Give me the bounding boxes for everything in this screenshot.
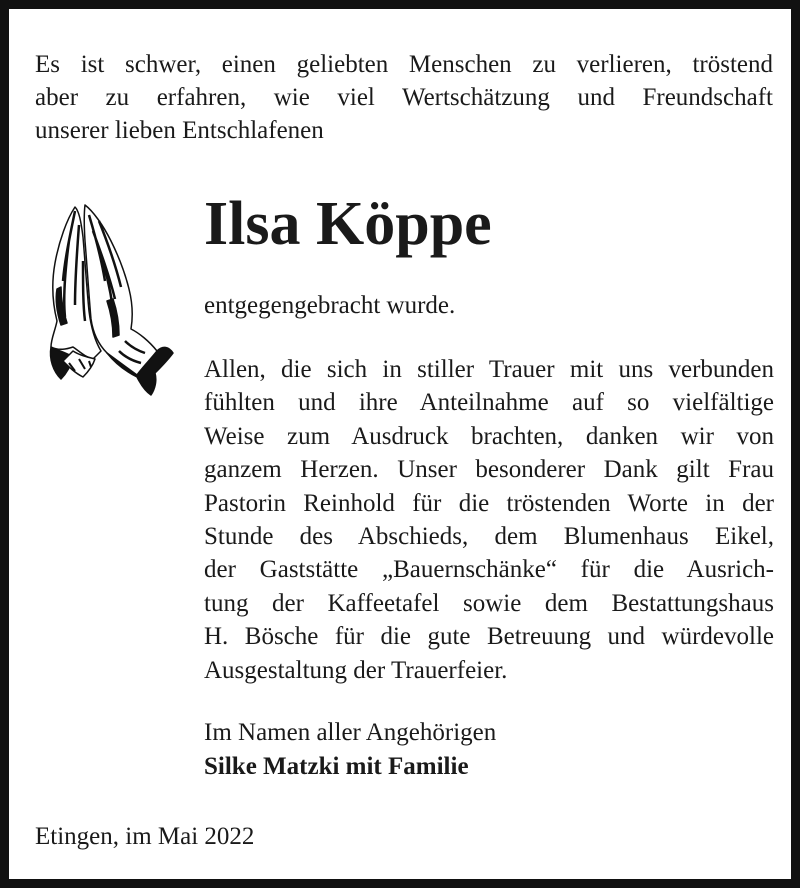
signature-name: Silke Matzki mit Familie: [204, 753, 469, 780]
thanks-line: Ausgestaltung der Trauerfeier.: [204, 656, 508, 684]
thanks-line: der Gaststätte „Bauernschänke“ für die Ausrich-: [204, 556, 774, 584]
thanks-text: [204, 353, 774, 687]
thanks-line: Stunde des Abschieds, dem Blumenhaus Eikel,: [204, 523, 774, 551]
thanks-line: H. Bösche für die gute Betreuung und würdevolle: [204, 623, 774, 651]
received-text: entgegengebracht wurde.: [204, 292, 456, 319]
signature-line: Im Namen aller Angehörigen: [204, 719, 497, 746]
thanks-line: tung der Kaffeetafel sowie dem Bestattungshaus: [204, 589, 774, 617]
thanks-line: Allen, die sich in stiller Trauer mit uns verbunden: [204, 356, 774, 383]
intro-line: aber zu erfahren, wie viel Wertschätzung und Freundschaft: [35, 84, 773, 111]
thanks-line: Weise zum Ausdruck brachten, danken wir von: [204, 422, 774, 450]
deceased-name: Ilsa Köppe: [204, 190, 492, 258]
thanks-line: ganzem Herzen. Unser besonderer Dank gilt Frau: [204, 456, 774, 484]
intro-line: unserer lieben Entschlafenen: [35, 117, 324, 144]
thanks-line: fühlten und ihre Anteilnahme auf so vielfältige: [204, 389, 774, 417]
intro-line: Es ist schwer, einen geliebten Menschen zu verlieren, tröstend: [35, 51, 773, 78]
thanks-line: Pastorin Reinhold für die tröstenden Worte in der: [204, 489, 774, 517]
place-date: Etingen, im Mai 2022: [35, 823, 255, 850]
praying-hands-icon: [45, 201, 179, 397]
intro-text: [35, 48, 773, 147]
